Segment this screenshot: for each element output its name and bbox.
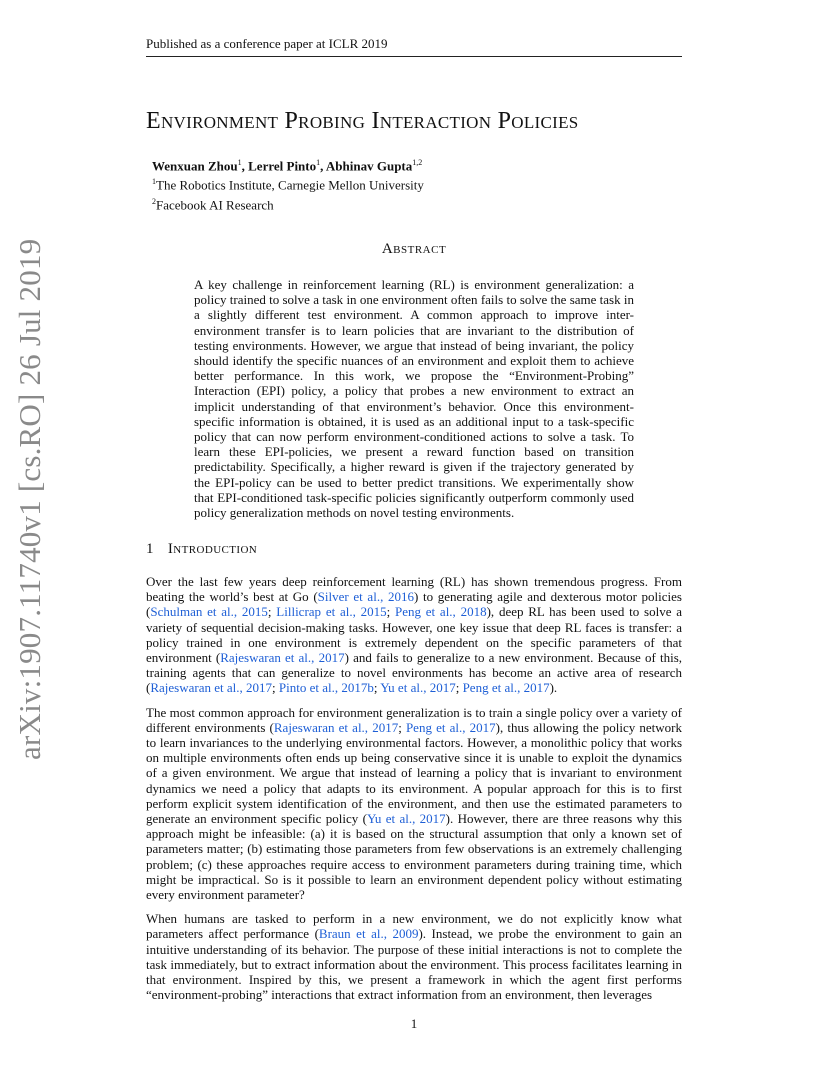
text-run: When humans are tasked to perform in a new environment, we do not explicitly know what parameters affect performance ( xyxy=(146,911,682,942)
text-run: ; xyxy=(272,680,279,696)
citation-link[interactable]: Rajeswaran et al., 2017 xyxy=(220,650,345,666)
affiliation-text: Facebook AI Research xyxy=(156,196,274,212)
author-name: Lerrel Pinto xyxy=(248,158,317,174)
text-run: ). Instead, we probe the environment to gain an intuitive understanding of its behavior. The purpose of these initial interactions is not to complete the task immediately, but to extract information about the environment. This process facilitates learning in that environment. Inspired by this, we present a framework in which the agent first performs “environment-probing” interactions that extract information from an environment, then leverages xyxy=(146,926,682,1003)
text-run: ). xyxy=(549,680,558,696)
running-header: Published as a conference paper at ICLR 2019 xyxy=(146,36,682,57)
text-run: ; xyxy=(373,680,381,696)
paper-title: Environment Probing Interaction Policies xyxy=(146,108,579,134)
citation-link[interactable]: Braun et al., 2009 xyxy=(318,926,419,942)
citation-link[interactable]: Lillicrap et al., 2015 xyxy=(276,604,387,620)
citation-link[interactable]: Pinto et al., 2017b xyxy=(278,680,374,696)
affiliation-mark: 1 xyxy=(152,177,156,187)
text-run: ; xyxy=(398,719,406,735)
paragraph-1 xyxy=(146,574,682,696)
section-title: Introduction xyxy=(167,541,258,557)
text-run: The most common approach for environment generalization is to train a single policy over a variety of different environments ( xyxy=(146,704,682,735)
section-heading xyxy=(146,541,257,558)
text-run: ). However, there are three reasons why this approach might be infeasible: (a) it is based on the structural assumption that only a known set of parameters matter; (b) estimating those parameters from few observations is an extremely challenging problem; (c) these approaches require access to environment parameters during training time, which might be impractical. So is it possible to learn an environment dependent policy without estimating every environment parameter? xyxy=(146,811,682,903)
text-run: ), thus allowing the policy network to learn invariances to the underlying environmental factors. However, a monolithic policy that works on multiple environments often ends up being conservative since it is unable to exploit the dynamics of a given environment. We argue that instead of learning a policy that is invariant to environment dynamics we need a policy that adapts to its environment. A popular approach for this is to first perform explicit system identification of the environment, and then use the estimated parameters to generate an environment specific policy ( xyxy=(146,719,683,827)
author-names: Wenxuan Zhou$^1$, Lerrel Pinto$^1$, Abhinav Gupta$^{1,2}$ xyxy=(152,158,423,174)
paragraph-3 xyxy=(146,911,682,1002)
affiliation-1 xyxy=(152,174,424,193)
text-run: ; xyxy=(267,604,277,620)
abstract-text: A key challenge in reinforcement learning (RL) is environment generalization: a policy trained to solve a task in one environment often fails to solve the same task in a slightly different test environment. A common approach to improve inter-environment transfer is to learn policies that are invariant to the distribution of testing environments. However, we argue that instead of being invariant, the policy should identify the specific nuances of an environment and exploit them to achieve better performance. In this work, we propose the “Environment-Probing” Interaction (EPI) policy, a policy that probes a new environment to extract an implicit understanding of that environment’s behavior. Once this environment-specific information is obtained, it is used as an additional input to a task-specific policy that can now perform environment-conditioned actions to solve a task. To learn these EPI-policies, we present a reward function based on transition predictability. Specifically, a higher reward is given if the trajectory generated by the EPI-policy can be used to better predict transitions. We experimentally show that EPI-conditioned task-specific policies significantly outperform commonly used policy generalization methods on novel testing environments. xyxy=(194,277,634,521)
citation-link[interactable]: Peng et al., 2017 xyxy=(405,719,496,735)
citation-link[interactable]: Yu et al., 2017 xyxy=(380,680,456,696)
text-run: ; xyxy=(386,604,396,620)
citation-link[interactable]: Silver et al., 2016 xyxy=(317,589,414,605)
citation-link[interactable]: Rajeswaran et al., 2017 xyxy=(273,719,399,735)
text-run: ) and fails to generalize to a new environment. Because of this, training agents that can generalize to novel environments has become an active area of research ( xyxy=(146,650,682,696)
citation-link[interactable]: Peng et al., 2017 xyxy=(462,680,550,696)
affiliation-2 xyxy=(152,194,424,213)
citation-link[interactable]: Yu et al., 2017 xyxy=(366,811,446,827)
author-name: Wenxuan Zhou xyxy=(152,158,238,174)
author-affiliation-mark: 1,2 xyxy=(412,158,423,167)
affiliation-text: The Robotics Institute, Carnegie Mellon University xyxy=(156,177,424,193)
author-name: Abhinav Gupta xyxy=(325,158,413,174)
abstract-heading: Abstract xyxy=(381,241,447,257)
text-run: Over the last few years deep reinforcement learning (RL) has shown tremendous progress. From beating the world’s best at Go ( xyxy=(146,574,682,605)
author-affiliation-mark: 1 xyxy=(237,158,242,167)
author-affiliation-mark: 1 xyxy=(316,158,321,167)
text-run: ; xyxy=(455,680,463,696)
text-run: ), deep RL has been used to solve a variety of sequential decision-making tasks. However, one key issue that deep RL faces is transfer: a policy trained in one environment is extremely dependent on the specific parameters of that environment ( xyxy=(146,604,682,666)
page-number: 1 xyxy=(410,1016,418,1031)
text-run: ) to generating agile and dexterous motor policies ( xyxy=(146,589,682,620)
section-number: 1 xyxy=(146,541,154,557)
affiliation-mark: 2 xyxy=(152,196,156,206)
citation-link[interactable]: Rajeswaran et al., 2017 xyxy=(150,680,272,696)
citation-link[interactable]: Schulman et al., 2015 xyxy=(150,604,268,620)
paragraph-2 xyxy=(146,705,682,903)
citation-link[interactable]: Peng et al., 2018 xyxy=(395,604,487,620)
body-text xyxy=(146,574,682,1011)
author-block xyxy=(152,155,424,213)
arxiv-stamp: arXiv:1907.11740v1 [cs.RO] 26 Jul 2019 xyxy=(12,238,47,760)
